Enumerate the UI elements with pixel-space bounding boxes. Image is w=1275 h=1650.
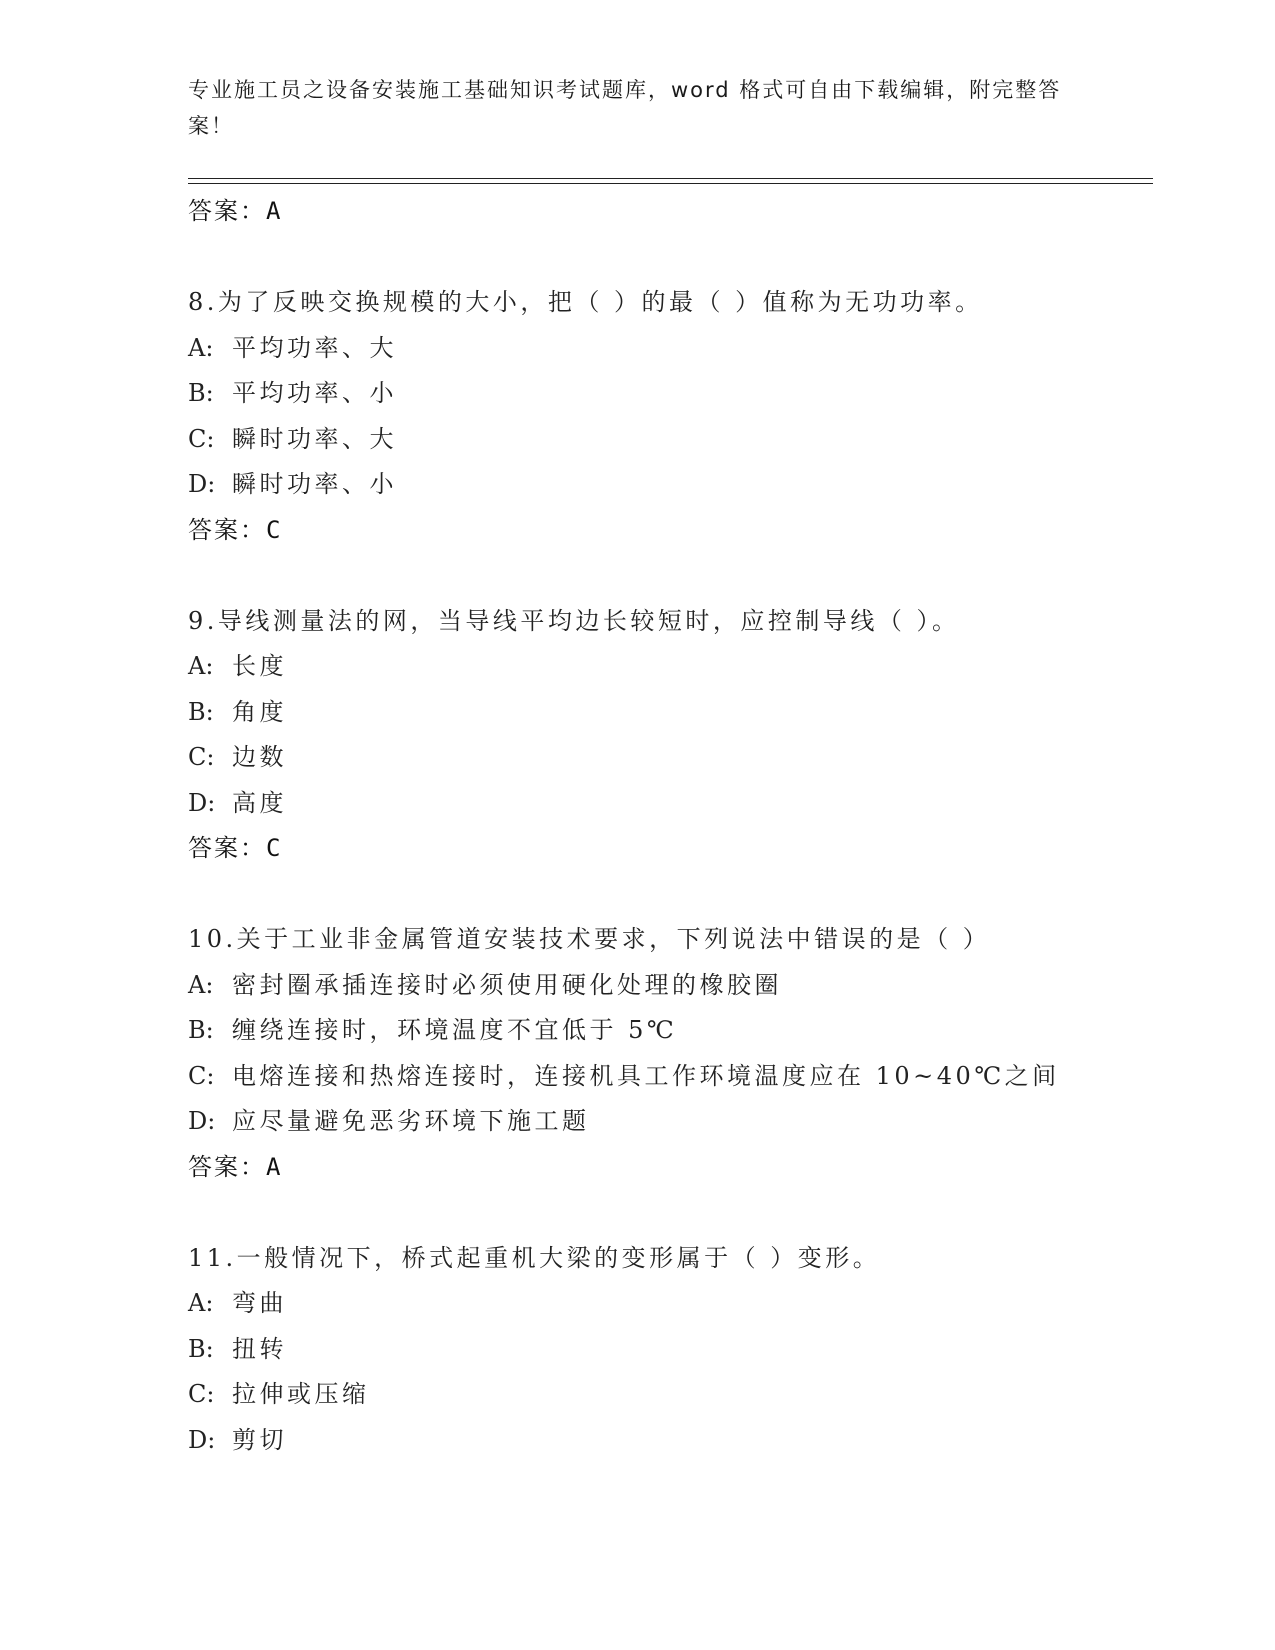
option-item <box>188 963 1188 1009</box>
spacer <box>188 872 1188 918</box>
option-letter: B: <box>188 1334 214 1363</box>
option-letter: D: <box>188 470 216 498</box>
question-stem: 8.为了反映交换规模的大小，把（ ）的最（ ）值称为无功功率。 <box>188 288 983 316</box>
option-text: 拉伸或压缩 <box>232 1380 370 1408</box>
spacer <box>188 1190 1188 1236</box>
answer-line <box>188 826 1188 872</box>
option-item <box>188 781 1188 827</box>
question-stem: 10.关于工业非金属管道安装技术要求，下列说法中错误的是（ ） <box>188 925 991 953</box>
option-item <box>188 735 1188 781</box>
option-text: 弯曲 <box>232 1289 287 1317</box>
document-header: 专业施工员之设备安装施工基础知识考试题库，word 格式可自由下载编辑，附完整答案！ <box>188 78 1062 138</box>
option-item <box>188 644 1188 690</box>
option-text: 电熔连接和热熔连接时，连接机具工作环境温度应在 10~40℃之间 <box>232 1061 1060 1090</box>
answer-line <box>188 1145 1188 1191</box>
option-item <box>188 1008 1188 1054</box>
option-item <box>188 1099 1188 1145</box>
spacer <box>188 553 1188 599</box>
spacer <box>188 235 1188 281</box>
question-list <box>188 189 1188 1463</box>
option-text: 扭转 <box>232 1334 287 1363</box>
answer-label: 答案： <box>188 834 266 862</box>
answer-value: A <box>266 1152 283 1181</box>
option-letter: B: <box>188 379 214 407</box>
option-item <box>188 1281 1188 1327</box>
answer-label: 答案： <box>188 197 266 225</box>
option-text: 角度 <box>232 697 287 726</box>
option-letter: A: <box>188 970 214 999</box>
question-stem: 11.一般情况下，桥式起重机大梁的变形属于（ ）变形。 <box>188 1243 881 1272</box>
option-item <box>188 1372 1188 1418</box>
option-text: 边数 <box>232 743 287 771</box>
option-letter: D: <box>188 1425 216 1454</box>
header-divider-top <box>188 178 1153 179</box>
option-text: 密封圈承插连接时必须使用硬化处理的橡胶圈 <box>232 970 782 999</box>
option-text: 瞬时功率、小 <box>232 470 397 498</box>
answer-label: 答案： <box>188 1152 266 1181</box>
option-item <box>188 1418 1188 1464</box>
option-item <box>188 326 1188 372</box>
option-item <box>188 462 1188 508</box>
answer-label: 答案： <box>188 515 266 544</box>
option-text: 平均功率、大 <box>232 333 397 362</box>
option-text: 平均功率、小 <box>232 379 397 407</box>
answer-value: C <box>266 834 283 862</box>
header-divider-bottom <box>188 183 1153 184</box>
question-block <box>188 599 1188 872</box>
option-letter: D: <box>188 788 216 817</box>
answer-line <box>188 508 1188 554</box>
option-text: 缠绕连接时，环境温度不宜低于 5℃ <box>232 1016 678 1044</box>
option-letter: D: <box>188 1107 216 1135</box>
option-letter: B: <box>188 1016 214 1044</box>
option-text: 应尽量避免恶劣环境下施工题 <box>232 1107 590 1135</box>
option-letter: C: <box>188 424 215 453</box>
option-item <box>188 417 1188 463</box>
option-item <box>188 1327 1188 1373</box>
question-stem: 9.导线测量法的网，当导线平均边长较短时，应控制导线（ ）。 <box>188 606 960 635</box>
option-letter: B: <box>188 697 214 726</box>
question-block <box>188 917 1188 1190</box>
option-letter: A: <box>188 333 214 362</box>
question-block <box>188 280 1188 553</box>
option-letter: C: <box>188 743 215 771</box>
answer-value: A <box>266 197 283 225</box>
question-block <box>188 1236 1188 1464</box>
option-letter: C: <box>188 1380 215 1408</box>
option-letter: C: <box>188 1061 215 1090</box>
option-item <box>188 1054 1188 1100</box>
option-text: 剪切 <box>232 1425 287 1454</box>
option-letter: A: <box>188 1289 214 1317</box>
option-letter: A: <box>188 652 214 680</box>
answer-value: C <box>266 515 283 544</box>
option-item <box>188 371 1188 417</box>
option-text: 长度 <box>232 652 287 680</box>
answer-line <box>188 189 1188 235</box>
option-text: 高度 <box>232 788 287 817</box>
option-item <box>188 690 1188 736</box>
option-text: 瞬时功率、大 <box>232 424 397 453</box>
